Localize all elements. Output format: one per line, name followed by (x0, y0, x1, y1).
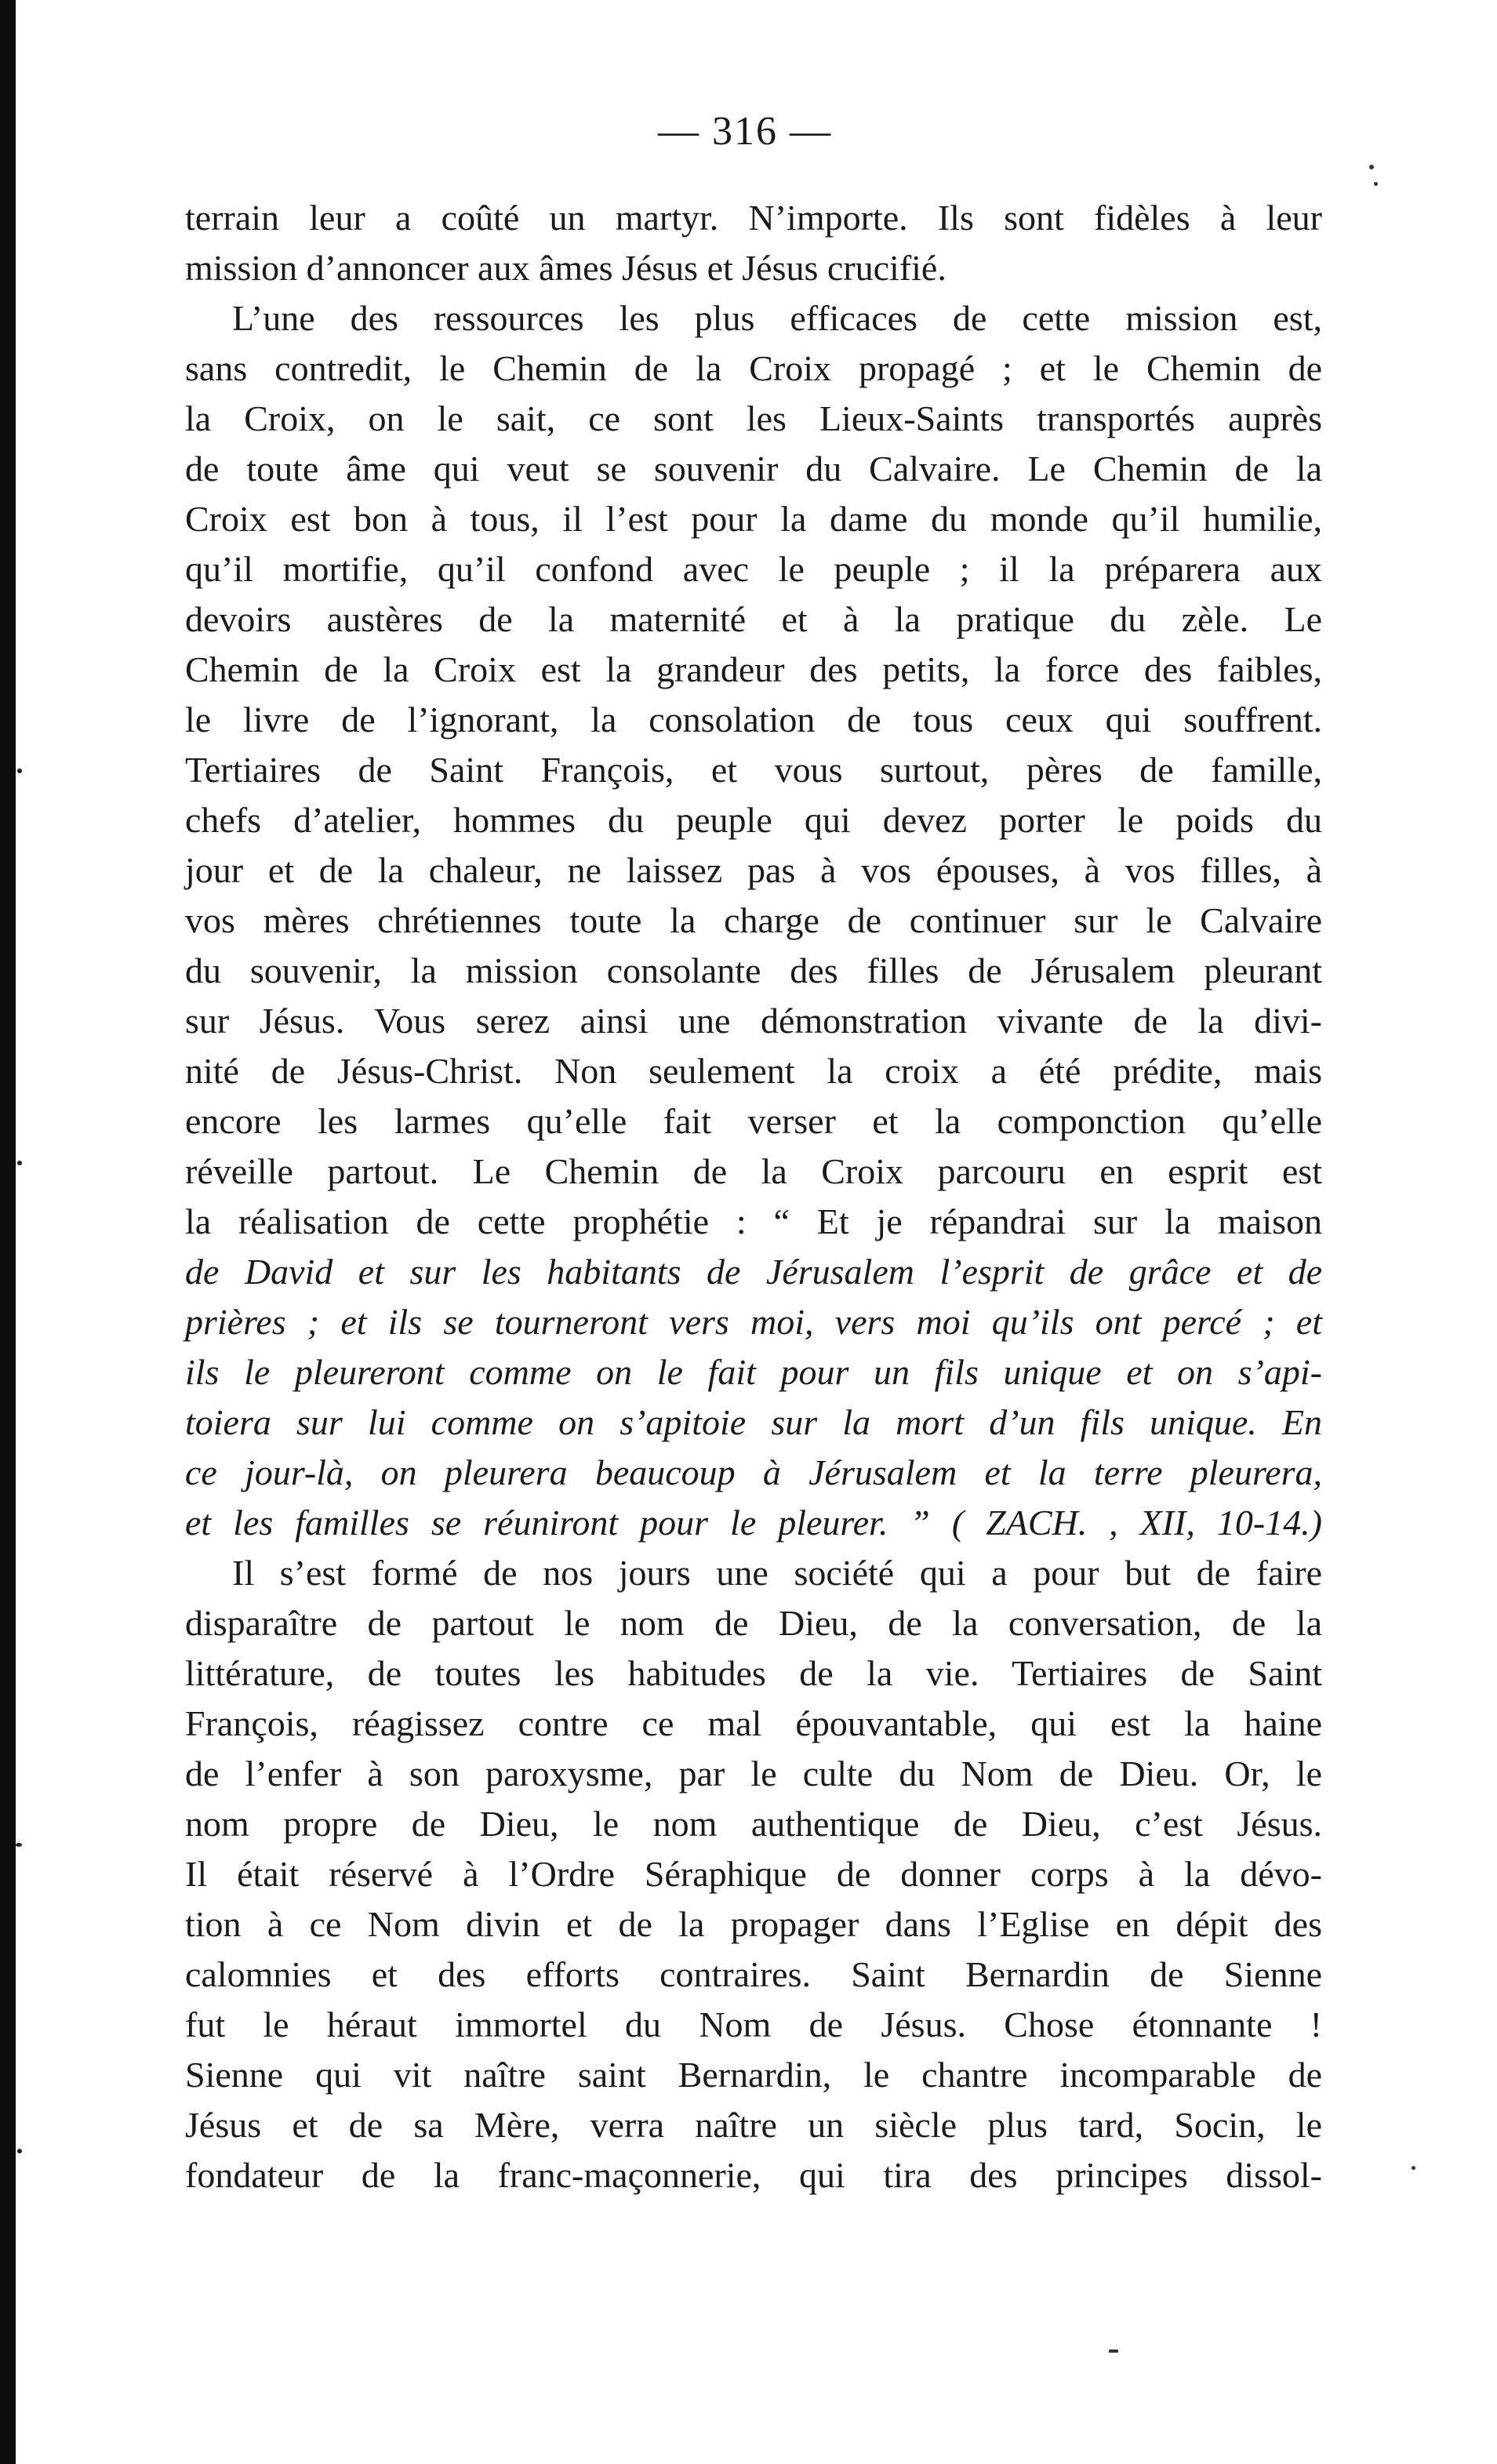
quote-line: de David et sur les habitants de Jérusalem l’esprit de grâce et de (185, 1252, 1322, 1292)
speck (1374, 182, 1378, 186)
text-line: de l’enfer à son paroxysme, par le culte du Nom de Dieu. Or, le (185, 1754, 1322, 1793)
binding-speck (17, 769, 22, 773)
speck (1412, 2166, 1415, 2170)
text-line: Il s’est formé de nos jours une société qui a pour but de faire (232, 1553, 1322, 1593)
text-line: réveille partout. Le Chemin de la Croix parcouru en esprit est (185, 1151, 1322, 1191)
text-line: Chemin de la Croix est la grandeur des petits, la force des faibles, (185, 649, 1322, 689)
text-line: sans contredit, le Chemin de la Croix propagé ; et le Chemin de (185, 348, 1322, 388)
text-line: François, réagissez contre ce mal épouvantable, qui est la haine (185, 1703, 1322, 1743)
text-line: nité de Jésus-Christ. Non seulement la croix a été prédite, mais (185, 1051, 1322, 1091)
text-line: chefs d’atelier, hommes du peuple qui devez porter le poids du (185, 800, 1322, 840)
text-line: le livre de l’ignorant, la consolation de tous ceux qui souffrent. (185, 700, 1322, 740)
text-line: qu’il mortifie, qu’il confond avec le peuple ; il la préparera aux (185, 549, 1322, 589)
text-line: calomnies et des efforts contraires. Saint Bernardin de Sienne (185, 1954, 1322, 1994)
speck (1109, 2350, 1118, 2353)
binding-speck (17, 2149, 22, 2153)
binding-edge (0, 0, 16, 2464)
text-line: devoirs austères de la maternité et à la pratique du zèle. Le (185, 599, 1322, 639)
text-line: la réalisation de cette prophétie : “ Et je répandrai sur la maison (185, 1201, 1322, 1241)
text-line: L’une des ressources les plus efficaces de cette mission est, (232, 298, 1322, 338)
text-line: vos mères chrétiennes toute la charge de continuer sur le Calvaire (185, 900, 1322, 940)
text-line: jour et de la chaleur, ne laissez pas à vos épouses, à vos filles, à (185, 850, 1322, 890)
text-line: sur Jésus. Vous serez ainsi une démonstration vivante de la divi- (185, 1001, 1322, 1041)
text-line: Sienne qui vit naître saint Bernardin, le chantre incomparable de (185, 2055, 1322, 2095)
quote-line: et les familles se réuniront pour le pleurer. ” ( ZACH. , XII, 10-14.) (185, 1503, 1322, 1543)
quote-line: ce jour-là, on pleurera beaucoup à Jérusalem et la terre pleurera, (185, 1452, 1322, 1492)
quote-line: prières ; et ils se tourneront vers moi, vers moi qu’ils ont percé ; et (185, 1302, 1322, 1342)
speck (1369, 165, 1374, 169)
text-line: tion à ce Nom divin et de la propager dans l’Eglise en dépit des (185, 1904, 1322, 1944)
text-line: la Croix, on le sait, ce sont les Lieux-Saints transportés auprès (185, 398, 1322, 438)
quote-line: toiera sur lui comme on s’apitoie sur la mort d’un fils unique. En (185, 1402, 1322, 1442)
text-line: du souvenir, la mission consolante des filles de Jérusalem pleurant (185, 950, 1322, 990)
text-line: de toute âme qui veut se souvenir du Calvaire. Le Chemin de la (185, 449, 1322, 489)
text-line: nom propre de Dieu, le nom authentique de Dieu, c’est Jésus. (185, 1804, 1322, 1844)
body-text (185, 193, 1322, 2201)
text-line: terrain leur a coûté un martyr. N’importe. Ils sont fidèles à leur (185, 198, 1322, 238)
text-line: Croix est bon à tous, il l’est pour la dame du monde qu’il humilie, (185, 499, 1322, 539)
text-line: Jésus et de sa Mère, verra naître un siècle plus tard, Socin, le (185, 2105, 1322, 2145)
text-line: encore les larmes qu’elle fait verser et la componction qu’elle (185, 1101, 1322, 1141)
page-number: — 316 — (658, 109, 832, 154)
binding-speck (17, 1161, 22, 1165)
text-line: Il était réservé à l’Ordre Séraphique de donner corps à la dévo- (185, 1854, 1322, 1894)
binding-speck (16, 1843, 22, 1847)
text-line: fondateur de la franc-maçonnerie, qui tira des principes dissol- (185, 2155, 1322, 2195)
text-line: mission d’annoncer aux âmes Jésus et Jésus crucifié. (185, 248, 947, 288)
text-line: Tertiaires de Saint François, et vous surtout, pères de famille, (185, 750, 1322, 790)
quote-line: ils le pleureront comme on le fait pour un fils unique et on s’api- (185, 1352, 1322, 1392)
text-line: fut le héraut immortel du Nom de Jésus. Chose étonnante ! (185, 2004, 1322, 2044)
text-line: disparaître de partout le nom de Dieu, de la conversation, de la (185, 1603, 1322, 1643)
text-line: littérature, de toutes les habitudes de la vie. Tertiaires de Saint (185, 1653, 1322, 1693)
